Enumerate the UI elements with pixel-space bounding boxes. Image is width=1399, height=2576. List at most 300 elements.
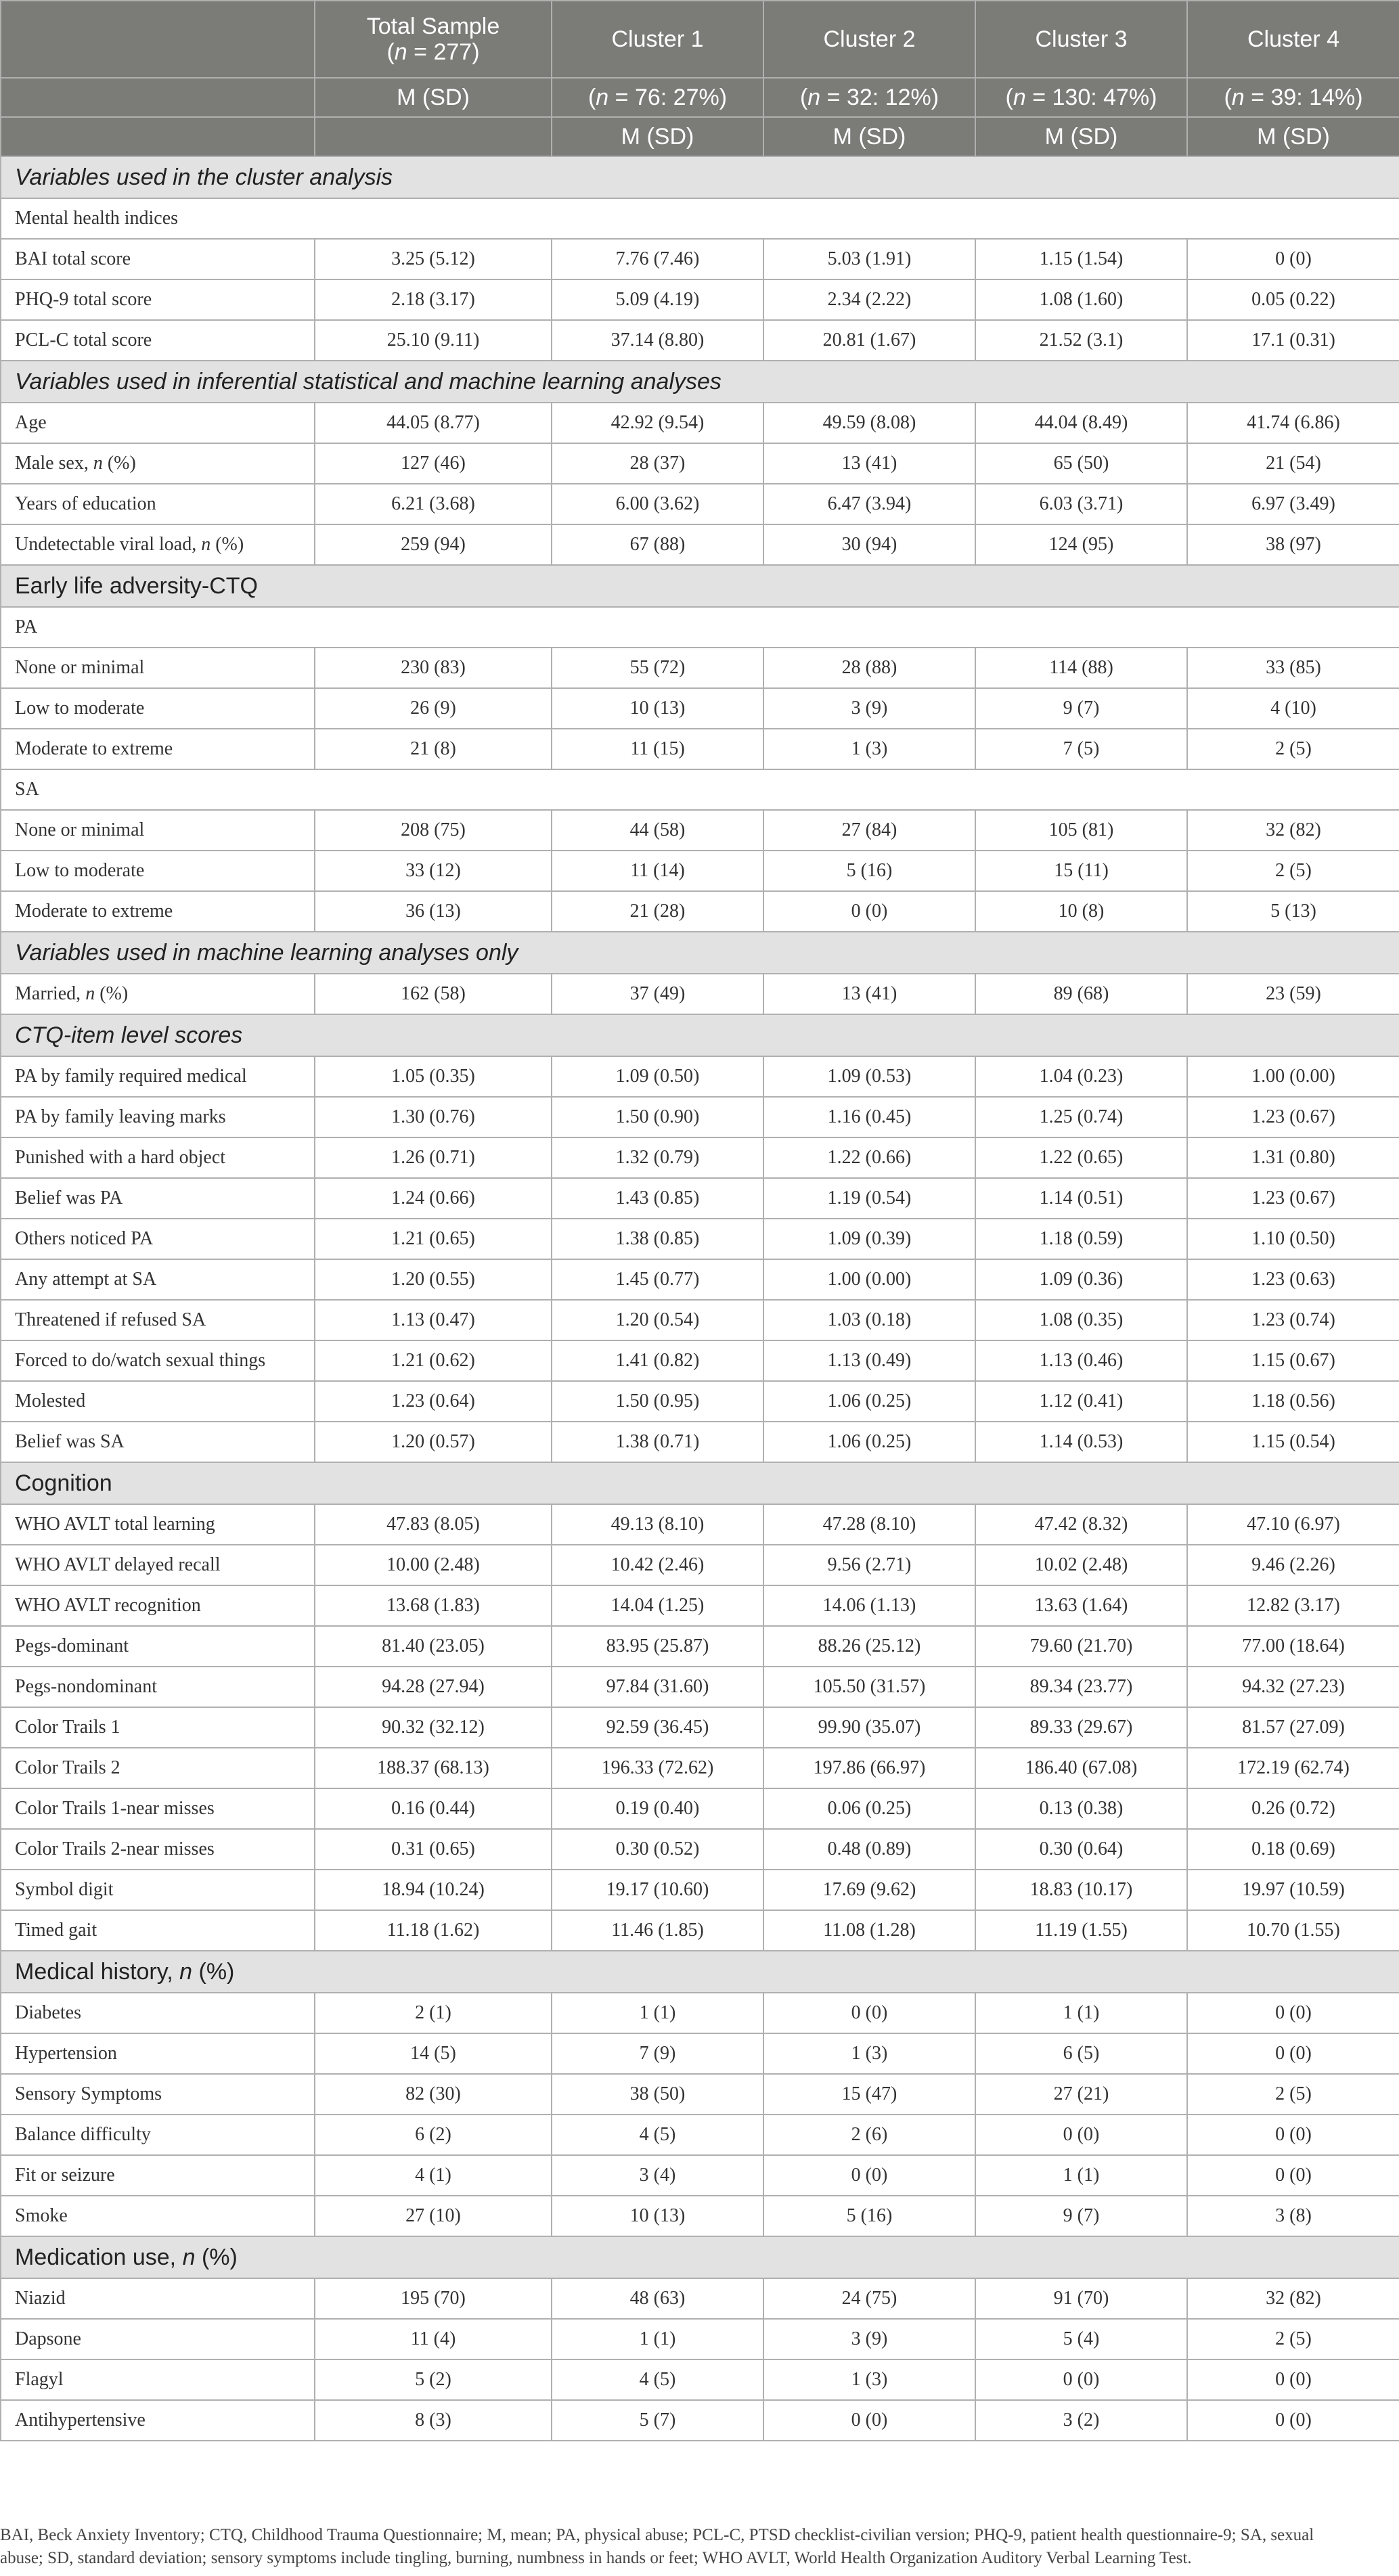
value-cell: 79.60 (21.70) [975,1626,1187,1667]
value-cell: 1 (3) [763,2359,975,2400]
value-cell: 38 (50) [552,2074,763,2115]
variable-label: Male sex, n (%) [1,443,315,484]
header-cluster-4: Cluster 4 [1187,1,1399,78]
header-total-sample-label: Total Sample [366,14,500,39]
value-cell: 1.18 (0.56) [1187,1381,1399,1422]
header-cluster-2-n: (n = 32: 12%) [763,78,975,117]
value-cell: 9.56 (2.71) [763,1545,975,1585]
value-cell: 0 (0) [1187,2400,1399,2441]
value-cell: 47.42 (8.32) [975,1504,1187,1545]
variable-label: None or minimal [1,648,315,688]
subgroup-row [1,607,1399,648]
value-cell: 0.18 (0.69) [1187,1829,1399,1870]
value-cell: 0 (0) [1187,2033,1399,2074]
table-row [1,1829,1399,1870]
value-cell: 13 (41) [763,974,975,1014]
value-cell: 1.25 (0.74) [975,1097,1187,1137]
variable-label: Any attempt at SA [1,1259,315,1300]
value-cell: 0 (0) [975,2115,1187,2155]
value-cell: 11 (4) [315,2319,552,2359]
value-cell: 1.15 (0.67) [1187,1340,1399,1381]
value-cell: 6.00 (3.62) [552,484,763,524]
value-cell: 1.15 (0.54) [1187,1422,1399,1462]
n-symbol: n [807,84,821,110]
section-header-row [1,2236,1399,2278]
header-cluster-3-n: (n = 130: 47%) [975,78,1187,117]
value-cell: 19.17 (10.60) [552,1870,763,1910]
value-cell: 1.12 (0.41) [975,1381,1187,1422]
value-cell: 4 (5) [552,2359,763,2400]
value-cell: 27 (84) [763,810,975,851]
table-row [1,2400,1399,2441]
value-cell: 5 (2) [315,2359,552,2400]
value-cell: 5 (4) [975,2319,1187,2359]
value-cell: 11.08 (1.28) [763,1910,975,1951]
value-cell: 44.04 (8.49) [975,403,1187,443]
value-cell: 89 (68) [975,974,1187,1014]
variable-label: Dapsone [1,2319,315,2359]
variable-label: Niazid [1,2278,315,2319]
value-cell: 1.22 (0.65) [975,1137,1187,1178]
variable-label: Punished with a hard object [1,1137,315,1178]
value-cell: 82 (30) [315,2074,552,2115]
section-header-row [1,565,1399,607]
n-symbol: n [85,983,95,1004]
value-cell: 77.00 (18.64) [1187,1626,1399,1667]
value-cell: 81.40 (23.05) [315,1626,552,1667]
table-row [1,851,1399,891]
table-row [1,648,1399,688]
value-cell: 1 (1) [552,1993,763,2033]
value-cell: 1.22 (0.66) [763,1137,975,1178]
value-cell: 28 (37) [552,443,763,484]
variable-label: Color Trails 1 [1,1707,315,1748]
value-cell: 32 (82) [1187,2278,1399,2319]
section-header-row [1,1014,1399,1056]
variable-label: Pegs-dominant [1,1626,315,1667]
value-cell: 0.13 (0.38) [975,1788,1187,1829]
value-cell: 0 (0) [1187,239,1399,279]
table-row [1,320,1399,361]
value-cell: 18.94 (10.24) [315,1870,552,1910]
header-cluster-4-msd: M (SD) [1187,117,1399,156]
table-row [1,239,1399,279]
value-cell: 2 (5) [1187,2319,1399,2359]
value-cell: 1.13 (0.46) [975,1340,1187,1381]
value-cell: 11 (14) [552,851,763,891]
variable-label: PA by family required medical [1,1056,315,1097]
value-cell: 11 (15) [552,729,763,769]
value-cell: 13 (41) [763,443,975,484]
table-row [1,1707,1399,1748]
value-cell: 1.09 (0.36) [975,1259,1187,1300]
section-title: Variables used in machine learning analyses only [1,932,1399,974]
table-row [1,2155,1399,2196]
value-cell: 186.40 (67.08) [975,1748,1187,1788]
value-cell: 1.20 (0.54) [552,1300,763,1340]
table-row [1,2359,1399,2400]
variable-label: BAI total score [1,239,315,279]
section-title: Medication use, n (%) [1,2236,1399,2278]
value-cell: 14.06 (1.13) [763,1585,975,1626]
value-cell: 33 (85) [1187,648,1399,688]
header-corner [1,1,315,78]
section-header-row [1,1951,1399,1993]
value-cell: 0 (0) [763,2400,975,2441]
value-cell: 10.02 (2.48) [975,1545,1187,1585]
footnote-line-1: BAI, Beck Anxiety Inventory; CTQ, Childhood Trauma Questionnaire; M, mean; PA, physical abuse; PCL-C, PTSD checklist-civilian version; PHQ-9, patient health questionnaire-9; SA, sexual [0,2526,1314,2544]
header-total-empty [315,117,552,156]
table-row [1,1219,1399,1259]
value-cell: 11.19 (1.55) [975,1910,1187,1951]
value-cell: 1.18 (0.59) [975,1219,1187,1259]
n-symbol: n [394,39,407,65]
value-cell: 1.21 (0.65) [315,1219,552,1259]
value-cell: 89.33 (29.67) [975,1707,1187,1748]
variable-label: Smoke [1,2196,315,2236]
value-cell: 14 (5) [315,2033,552,2074]
variable-label: Timed gait [1,1910,315,1951]
table-row [1,2278,1399,2319]
value-cell: 1.23 (0.67) [1187,1097,1399,1137]
header-cluster-4-n: (n = 39: 14%) [1187,78,1399,117]
value-cell: 12.82 (3.17) [1187,1585,1399,1626]
table-row [1,1097,1399,1137]
value-cell: 1.04 (0.23) [975,1056,1187,1097]
value-cell: 7 (5) [975,729,1187,769]
value-cell: 5 (16) [763,851,975,891]
variable-label: Moderate to extreme [1,891,315,932]
table-row [1,403,1399,443]
value-cell: 28 (88) [763,648,975,688]
value-cell: 4 (1) [315,2155,552,2196]
value-cell: 0 (0) [1187,1993,1399,2033]
value-cell: 259 (94) [315,524,552,565]
value-cell: 1 (1) [975,2155,1187,2196]
variable-label: Married, n (%) [1,974,315,1014]
table-header [1,1,1399,156]
value-cell: 47.83 (8.05) [315,1504,552,1545]
table-row [1,729,1399,769]
variable-label: Color Trails 1-near misses [1,1788,315,1829]
section-header-row [1,1462,1399,1504]
value-cell: 124 (95) [975,524,1187,565]
variable-label: Low to moderate [1,688,315,729]
value-cell: 0.30 (0.64) [975,1829,1187,1870]
value-cell: 1.09 (0.50) [552,1056,763,1097]
value-cell: 1.08 (0.35) [975,1300,1187,1340]
header-total-sample-n: (n = 277) [386,39,480,65]
section-header-row [1,156,1399,198]
variable-label: WHO AVLT delayed recall [1,1545,315,1585]
n-symbol: n [182,2244,196,2270]
value-cell: 44.05 (8.77) [315,403,552,443]
table-row [1,524,1399,565]
table-row [1,1910,1399,1951]
value-cell: 1.38 (0.71) [552,1422,763,1462]
value-cell: 10.70 (1.55) [1187,1910,1399,1951]
value-cell: 0 (0) [763,2155,975,2196]
header-corner [1,78,315,117]
n-symbol: n [1231,84,1245,110]
variable-label: Color Trails 2-near misses [1,1829,315,1870]
value-cell: 5 (7) [552,2400,763,2441]
value-cell: 81.57 (27.09) [1187,1707,1399,1748]
value-cell: 65 (50) [975,443,1187,484]
table-row [1,1056,1399,1097]
value-cell: 114 (88) [975,648,1187,688]
subgroup-row [1,198,1399,239]
value-cell: 7 (9) [552,2033,763,2074]
variable-label: PHQ-9 total score [1,279,315,320]
variable-label: None or minimal [1,810,315,851]
value-cell: 1.23 (0.64) [315,1381,552,1422]
value-cell: 6 (5) [975,2033,1187,2074]
value-cell: 11.18 (1.62) [315,1910,552,1951]
value-cell: 3 (8) [1187,2196,1399,2236]
value-cell: 4 (10) [1187,688,1399,729]
value-cell: 1.45 (0.77) [552,1259,763,1300]
value-cell: 47.28 (8.10) [763,1504,975,1545]
table-row [1,1585,1399,1626]
value-cell: 5 (16) [763,2196,975,2236]
n-symbol: n [179,1958,193,1985]
table-body [1,156,1399,2441]
value-cell: 0 (0) [763,891,975,932]
variable-label: Age [1,403,315,443]
value-cell: 0.48 (0.89) [763,1829,975,1870]
value-cell: 47.10 (6.97) [1187,1504,1399,1545]
value-cell: 2 (5) [1187,2074,1399,2115]
table-row [1,484,1399,524]
value-cell: 49.13 (8.10) [552,1504,763,1545]
n-symbol: n [1013,84,1026,110]
header-cluster-3-msd: M (SD) [975,117,1187,156]
value-cell: 2 (6) [763,2115,975,2155]
value-cell: 90.32 (32.12) [315,1707,552,1748]
value-cell: 1.32 (0.79) [552,1137,763,1178]
n-symbol: n [201,534,211,555]
header-cluster-2: Cluster 2 [763,1,975,78]
table-row [1,688,1399,729]
value-cell: 208 (75) [315,810,552,851]
variable-label: Balance difficulty [1,2115,315,2155]
value-cell: 17.69 (9.62) [763,1870,975,1910]
value-cell: 5.09 (4.19) [552,279,763,320]
value-cell: 14.04 (1.25) [552,1585,763,1626]
value-cell: 230 (83) [315,648,552,688]
table-row [1,1545,1399,1585]
value-cell: 0.06 (0.25) [763,1788,975,1829]
value-cell: 2 (5) [1187,851,1399,891]
value-cell: 1.38 (0.85) [552,1219,763,1259]
value-cell: 37 (49) [552,974,763,1014]
variable-label: Moderate to extreme [1,729,315,769]
table-row [1,1300,1399,1340]
variable-label: Threatened if refused SA [1,1300,315,1340]
value-cell: 1.23 (0.63) [1187,1259,1399,1300]
value-cell: 13.63 (1.64) [975,1585,1187,1626]
subgroup-row [1,769,1399,810]
value-cell: 1.23 (0.67) [1187,1178,1399,1219]
value-cell: 127 (46) [315,443,552,484]
table-row [1,1178,1399,1219]
value-cell: 9 (7) [975,2196,1187,2236]
table-row [1,2074,1399,2115]
value-cell: 55 (72) [552,648,763,688]
value-cell: 6.03 (3.71) [975,484,1187,524]
value-cell: 27 (10) [315,2196,552,2236]
value-cell: 10 (13) [552,2196,763,2236]
value-cell: 37.14 (8.80) [552,320,763,361]
value-cell: 1.20 (0.55) [315,1259,552,1300]
table-row [1,1870,1399,1910]
table-row [1,1993,1399,2033]
value-cell: 1.15 (1.54) [975,239,1187,279]
table-row [1,1626,1399,1667]
value-cell: 92.59 (36.45) [552,1707,763,1748]
value-cell: 19.97 (10.59) [1187,1870,1399,1910]
header-cluster-1-n: (n = 76: 27%) [552,78,763,117]
value-cell: 1.24 (0.66) [315,1178,552,1219]
table-row [1,1748,1399,1788]
variable-label: Undetectable viral load, n (%) [1,524,315,565]
section-title: Variables used in the cluster analysis [1,156,1399,198]
table-row [1,2115,1399,2155]
value-cell: 33 (12) [315,851,552,891]
table-row [1,1667,1399,1707]
section-header-row [1,932,1399,974]
table-row [1,1340,1399,1381]
value-cell: 5 (13) [1187,891,1399,932]
value-cell: 23 (59) [1187,974,1399,1014]
value-cell: 10.00 (2.48) [315,1545,552,1585]
value-cell: 8 (3) [315,2400,552,2441]
table-footnote [0,2524,1394,2570]
value-cell: 94.32 (27.23) [1187,1667,1399,1707]
value-cell: 1.30 (0.76) [315,1097,552,1137]
value-cell: 11.46 (1.85) [552,1910,763,1951]
value-cell: 24 (75) [763,2278,975,2319]
variable-label: WHO AVLT total learning [1,1504,315,1545]
variable-label: Symbol digit [1,1870,315,1910]
subgroup-label: Mental health indices [1,198,1399,239]
value-cell: 0.16 (0.44) [315,1788,552,1829]
value-cell: 1.08 (1.60) [975,279,1187,320]
value-cell: 162 (58) [315,974,552,1014]
value-cell: 4 (5) [552,2115,763,2155]
variable-label: Sensory Symptoms [1,2074,315,2115]
value-cell: 15 (47) [763,2074,975,2115]
value-cell: 36 (13) [315,891,552,932]
header-cluster-1: Cluster 1 [552,1,763,78]
variable-label: PA by family leaving marks [1,1097,315,1137]
table-row [1,1788,1399,1829]
value-cell: 1.06 (0.25) [763,1422,975,1462]
value-cell: 0 (0) [763,1993,975,2033]
value-cell: 21.52 (3.1) [975,320,1187,361]
variable-label: Others noticed PA [1,1219,315,1259]
value-cell: 1.13 (0.47) [315,1300,552,1340]
footnote-line-2: abuse; SD, standard deviation; sensory symptoms include tingling, burning, numbness in hands or feet; WHO AVLT, World Health Organization Auditory Verbal Learning Test. [0,2549,1192,2567]
value-cell: 2 (1) [315,1993,552,2033]
variable-label: Flagyl [1,2359,315,2400]
value-cell: 1 (3) [763,729,975,769]
value-cell: 1.00 (0.00) [1187,1056,1399,1097]
variable-label: Hypertension [1,2033,315,2074]
section-title: Early life adversity-CTQ [1,565,1399,607]
table-row [1,974,1399,1014]
value-cell: 49.59 (8.08) [763,403,975,443]
value-cell: 172.19 (62.74) [1187,1748,1399,1788]
section-header-row [1,361,1399,403]
table-row [1,279,1399,320]
value-cell: 1.14 (0.51) [975,1178,1187,1219]
table-row [1,2033,1399,2074]
section-title: Medical history, n (%) [1,1951,1399,1993]
value-cell: 6 (2) [315,2115,552,2155]
value-cell: 2.34 (2.22) [763,279,975,320]
value-cell: 44 (58) [552,810,763,851]
value-cell: 3 (9) [763,688,975,729]
header-total-sample [315,1,552,78]
value-cell: 105 (81) [975,810,1187,851]
value-cell: 0.05 (0.22) [1187,279,1399,320]
value-cell: 0 (0) [975,2359,1187,2400]
value-cell: 97.84 (31.60) [552,1667,763,1707]
table-row [1,1504,1399,1545]
value-cell: 38 (97) [1187,524,1399,565]
value-cell: 67 (88) [552,524,763,565]
table-row [1,1259,1399,1300]
value-cell: 21 (28) [552,891,763,932]
value-cell: 1.20 (0.57) [315,1422,552,1462]
table-row [1,810,1399,851]
value-cell: 0.31 (0.65) [315,1829,552,1870]
value-cell: 196.33 (72.62) [552,1748,763,1788]
value-cell: 2.18 (3.17) [315,279,552,320]
value-cell: 0.19 (0.40) [552,1788,763,1829]
table-row [1,1137,1399,1178]
section-title: Variables used in inferential statistical and machine learning analyses [1,361,1399,403]
table-row [1,891,1399,932]
value-cell: 1.19 (0.54) [763,1178,975,1219]
value-cell: 6.21 (3.68) [315,484,552,524]
value-cell: 1.10 (0.50) [1187,1219,1399,1259]
variable-label: Molested [1,1381,315,1422]
section-title: Cognition [1,1462,1399,1504]
value-cell: 13.68 (1.83) [315,1585,552,1626]
value-cell: 0 (0) [1187,2359,1399,2400]
value-cell: 89.34 (23.77) [975,1667,1187,1707]
value-cell: 10 (8) [975,891,1187,932]
value-cell: 15 (11) [975,851,1187,891]
header-total-msd: M (SD) [315,78,552,117]
variable-label: Belief was PA [1,1178,315,1219]
value-cell: 1.06 (0.25) [763,1381,975,1422]
value-cell: 94.28 (27.94) [315,1667,552,1707]
value-cell: 3 (9) [763,2319,975,2359]
table-row [1,1381,1399,1422]
value-cell: 0.30 (0.52) [552,1829,763,1870]
value-cell: 1.23 (0.74) [1187,1300,1399,1340]
value-cell: 83.95 (25.87) [552,1626,763,1667]
value-cell: 1.05 (0.35) [315,1056,552,1097]
value-cell: 9 (7) [975,688,1187,729]
value-cell: 1.09 (0.53) [763,1056,975,1097]
section-title: CTQ-item level scores [1,1014,1399,1056]
value-cell: 20.81 (1.67) [763,320,975,361]
